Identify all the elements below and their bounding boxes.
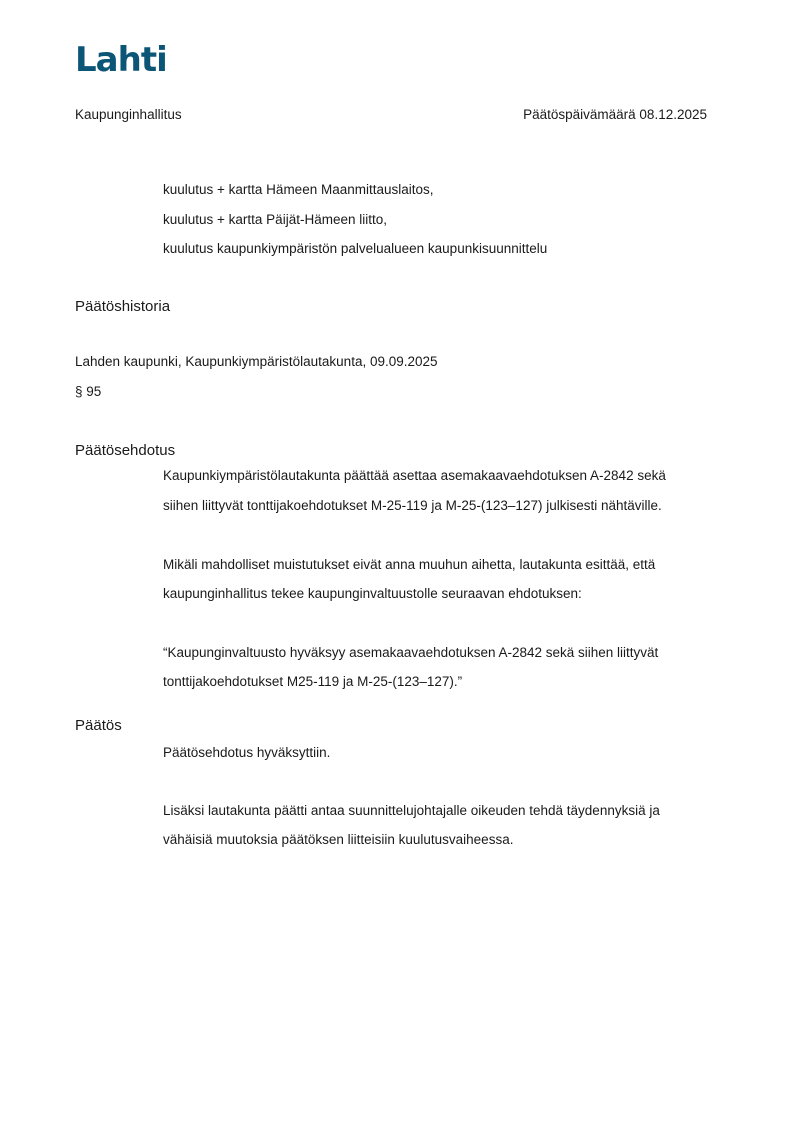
history-section: § 95 xyxy=(75,384,102,399)
lahti-logo xyxy=(75,40,167,80)
proposal-line: tonttijakoehdotukset M25-119 ja M-25-(123–127).” xyxy=(163,674,463,689)
proposal-line: Kaupunkiympäristölautakunta päättää asettaa asemakaavaehdotuksen A-2842 sekä xyxy=(163,468,666,483)
history-source: Lahden kaupunki, Kaupunkiympäristölautakunta, 09.09.2025 xyxy=(75,354,438,369)
proposal-line: Mikäli mahdolliset muistutukset eivät anna muuhun aihetta, lautakunta esittää, että xyxy=(163,557,656,572)
logo-text: Lahti xyxy=(75,40,167,80)
decision-line: Päätösehdotus hyväksyttiin. xyxy=(163,745,331,760)
distribution-line: kuulutus + kartta Hämeen Maanmittauslaitos, xyxy=(163,182,434,197)
proposal-line: siihen liittyvät tonttijakoehdotukset M-25-119 ja M-25-(123–127) julkisesti nähtäville. xyxy=(163,498,662,513)
distribution-line: kuulutus kaupunkiympäristön palvelualueen kaupunkisuunnittelu xyxy=(163,241,548,256)
organ-name: Kaupunginhallitus xyxy=(75,107,182,122)
proposal-line: “Kaupunginvaltuusto hyväksyy asemakaavaehdotuksen A-2842 sekä siihen liittyvät xyxy=(163,645,659,660)
distribution-line: kuulutus + kartta Päijät-Hämeen liitto, xyxy=(163,212,387,227)
history-heading: Päätöshistoria xyxy=(75,298,171,315)
proposal-line: kaupunginhallitus tekee kaupunginvaltuustolle seuraavan ehdotuksen: xyxy=(163,586,582,601)
decision-date: Päätöspäivämäärä 08.12.2025 xyxy=(523,107,707,122)
decision-heading: Päätös xyxy=(75,717,122,734)
decision-line: vähäisiä muutoksia päätöksen liitteisiin kuulutusvaiheessa. xyxy=(163,832,514,847)
proposal-heading: Päätösehdotus xyxy=(75,442,176,459)
decision-line: Lisäksi lautakunta päätti antaa suunnittelujohtajalle oikeuden tehdä täydennyksiä ja xyxy=(163,803,660,818)
